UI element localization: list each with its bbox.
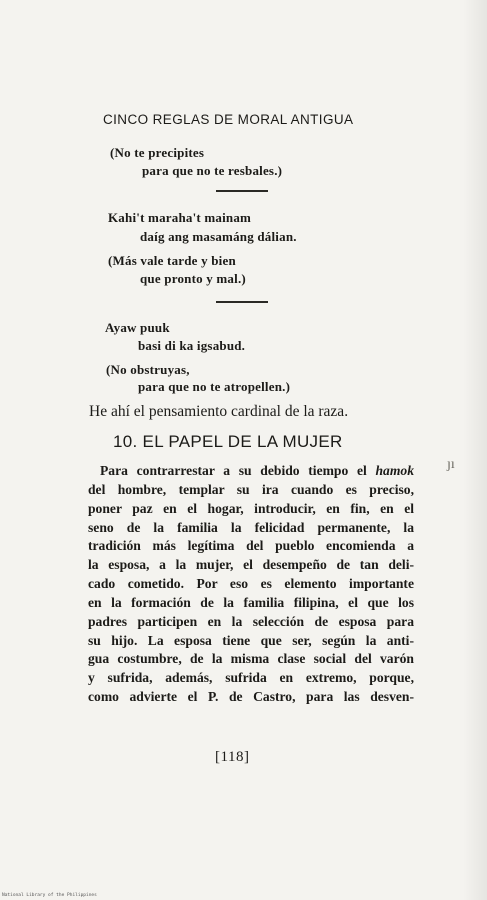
body-line: la esposa, a la mujer, el desempeño de tan deli- — [88, 557, 414, 573]
body-line: gua costumbre, de la misma clase social del varón — [88, 651, 414, 667]
verse-line: daíg ang masamáng dálian. — [140, 229, 297, 244]
body-line: como advierte el P. de Castro, para las desven- — [88, 689, 414, 705]
body-line: Para contrarrestar a su debido tiempo el hamok — [100, 463, 414, 478]
verse-line: Kahi't maraha't mainam — [108, 210, 252, 225]
italic-word: hamok — [375, 463, 414, 478]
verse-line: Ayaw puuk — [105, 320, 170, 335]
statement-line: He ahí el pensamiento cardinal de la raza. — [89, 403, 349, 420]
body-line: padres participen en la selección de esposa para — [88, 613, 414, 629]
page-edge-shade — [463, 0, 487, 900]
verse-line: para que no te atropellen.) — [138, 379, 291, 394]
divider-rule — [216, 301, 268, 303]
verse-line: (Más vale tarde y bien — [108, 253, 236, 268]
verse-line: para que no te resbales.) — [142, 163, 283, 178]
running-head: CINCO REGLAS DE MORAL ANTIGUA — [103, 112, 354, 127]
page-number: [118] — [215, 749, 250, 765]
verse-line: que pronto y mal.) — [140, 271, 246, 286]
body-line: y sufrida, además, sufrida en extremo, porque, — [88, 670, 414, 686]
scan-footer: National Library of the Philippines — [2, 893, 97, 898]
verse-line: basi di ka igsabud. — [138, 338, 246, 353]
section-heading: 10. EL PAPEL DE LA MUJER — [113, 432, 343, 451]
verse-line: (No obstruyas, — [106, 362, 190, 377]
body-paragraph — [88, 462, 414, 707]
verse-line: (No te precipites — [110, 145, 205, 160]
body-line: en la formación de la familia filipina, el que los — [88, 594, 414, 610]
divider-rule — [216, 190, 268, 192]
margin-mark: ȷı — [447, 457, 455, 472]
body-line: cado cometido. Por eso es elemento importante — [88, 576, 414, 592]
body-line: seno de la familia la felicidad permanente, la — [88, 519, 414, 535]
body-line: su hijo. La esposa tiene que ser, según la anti- — [88, 632, 414, 648]
body-line: tradición más legítima del pueblo encomienda a — [88, 538, 414, 554]
body-line: poner paz en el hogar, introducir, en fin, en el — [88, 500, 414, 516]
body-line: del hombre, templar su ira cuando es preciso, — [88, 481, 414, 497]
